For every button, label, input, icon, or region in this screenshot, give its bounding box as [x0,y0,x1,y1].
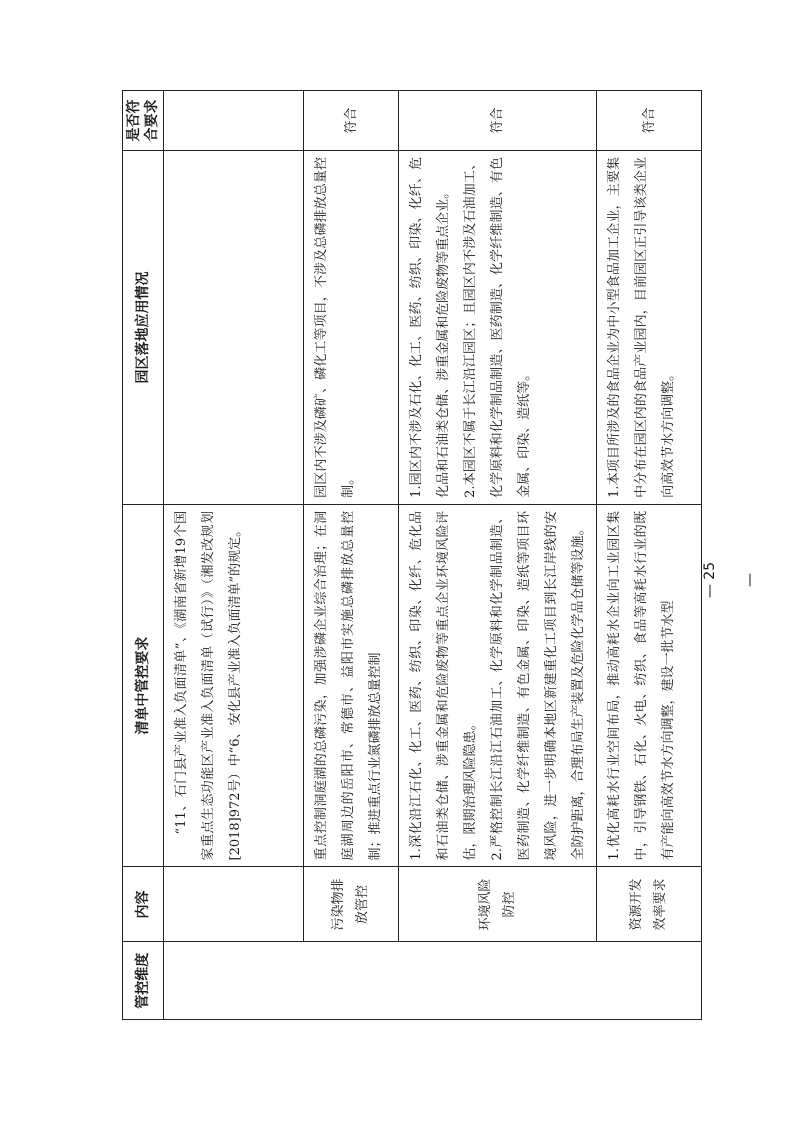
cell-conformity: 符合 [304,91,399,151]
situation-paragraph: 1.本项目所涉及的食品企业为中小型食品加工企业，主要集中分布在园区内的食品产业园内，目前园区正引导该类企业向高效节水方向调整。 [607,157,676,498]
cell-requirements [304,504,399,867]
situation-paragraph: 2.本园区不属于长江沿江园区；且园区内不涉及石油加工、化学原料和化学制品制造、医药制造、化学纤维制造、有色金属、印染、造纸等。 [463,157,532,498]
page-number: — 25 — [702,561,758,599]
cell-situation [164,151,304,505]
control-requirements-table [122,90,702,1020]
requirement-paragraph: 2.严格控制长江沿江石油加工、化学原料和化学制品制造、医药制造、化学纤维制造、有色金属、印染、造纸等项目环境风险，进一步明确本地区新建重化工项目到长江岸线的安全防护距离，合理布局生产装置及危险化学品仓储等设施。 [490,510,586,861]
cell-content: 污染物排放管控 [304,867,399,942]
cell-situation [304,151,399,505]
table-header-row [123,91,164,1020]
requirement-paragraph: 1.优化高耗水行业空间布局，推动高耗水企业向工业园区集中，引导钢铁、石化、火电、纺织、食品等高耗水行业的既有产能向高效节水方向调整，建设一批节水型 [607,510,676,861]
header-requirements: 清单中管控要求 [123,504,164,867]
requirement-paragraph: 1.深化沿江石化、化工、医药、纺织、印染、化纤、危化品和石油类仓储、涉重金属和危险废物等重点企业环境风险评估，限期治理风险隐患。 [409,510,478,861]
table-row [597,91,702,1020]
cell-requirements [164,504,304,867]
header-content: 内容 [123,867,164,942]
cell-content: 资源开发效率要求 [597,867,702,942]
cell-content [164,867,304,942]
rotated-table-container [122,90,677,1020]
requirement-paragraph: 重点控制洞庭湖的总磷污染，加强涉磷企业综合治理；在洞庭湖周边的岳阳市、常德市、益阳市实施总磷排放总量控制；推进重点行业氮磷排放总量控制 [314,510,383,861]
header-situation: 园区落地应用情况 [123,151,164,505]
cell-content: 环境风险防控 [399,867,597,942]
cell-dimension [164,942,702,1020]
cell-situation [399,151,597,505]
cell-requirements [399,504,597,867]
header-dimension: 管控维度 [123,942,164,1020]
table-row [399,91,597,1020]
cell-situation [597,151,702,505]
table-row [304,91,399,1020]
table-row [164,91,304,1020]
cell-conformity [164,91,304,151]
situation-paragraph: 园区内不涉及磷矿、磷化工等项目，不涉及总磷排放总量控制。 [314,157,356,498]
cell-conformity: 符合 [597,91,702,151]
header-conformity: 是否符合要求 [123,91,164,151]
cell-requirements [597,504,702,867]
requirement-paragraph: “11、石门县产业准入负面清单”、《湖南省新增19个国家重点生态功能区产业准入负面清单（试行）》（湘发改规划[2018]972号）中“6、安化县产业准入负面清单”的规定。 [174,510,243,861]
table-body [164,91,702,1020]
cell-conformity: 符合 [399,91,597,151]
situation-paragraph: 1.园区内不涉及石化、化工、医药、纺织、印染、化纤、危化品和石油类仓储、涉重金属和危险废物等重点企业。 [409,157,451,498]
